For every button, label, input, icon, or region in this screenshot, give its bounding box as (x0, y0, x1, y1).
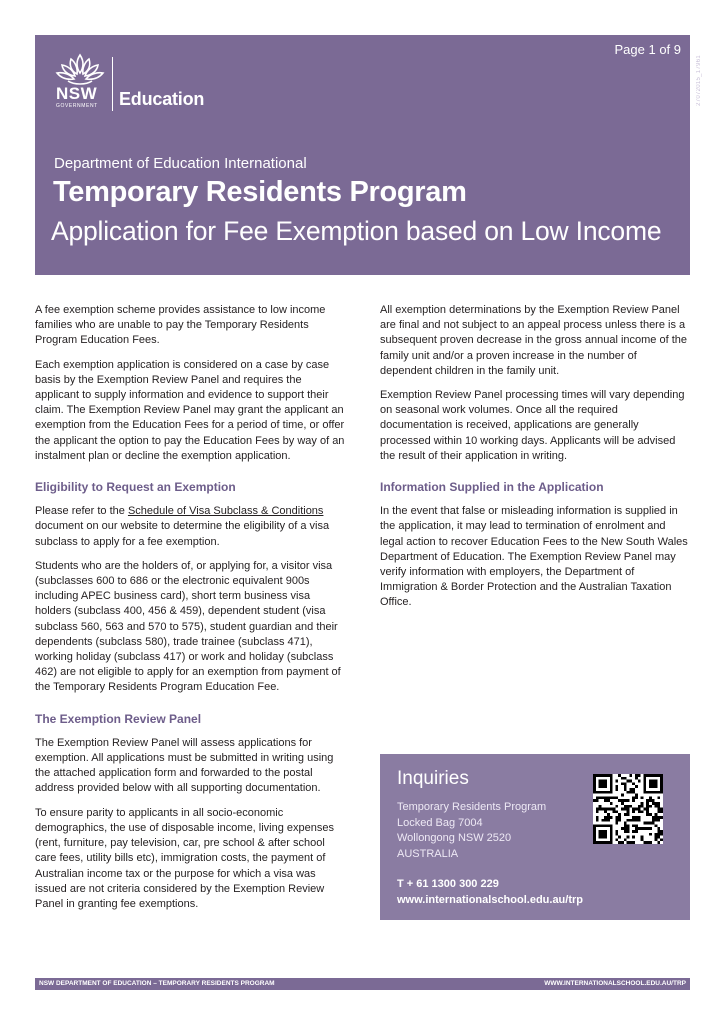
eligibility-paragraph (35, 504, 347, 550)
logo-divider (112, 57, 113, 111)
address-line: Temporary Residents Program (397, 801, 547, 813)
visa-schedule-link[interactable]: Schedule of Visa Subclass & Conditions (127, 505, 324, 518)
intro-paragraph: A fee exemption scheme provides assistance to low income families who are unable to pay the Temporary Residents Program Education Fees. (35, 304, 326, 347)
logo-education-text: Education (119, 89, 205, 109)
eligibility-text-before: Please refer to the (35, 505, 128, 518)
address-line: Wollongong NSW 2520 (397, 832, 512, 844)
footer-bar (35, 978, 690, 990)
qr-code-icon[interactable] (593, 774, 663, 844)
processing-times-paragraph: Exemption Review Panel processing times will vary depending on seasonal work volumes. Once all the required documentation is received, applications are generally processed within 10 working days. Applicants will be advised the result of their application in writing. (380, 389, 685, 462)
department-name: Department of Education International (54, 155, 307, 172)
address-line: AUSTRALIA (397, 847, 459, 860)
footer-left-text: NSW DEPARTMENT OF EDUCATION – TEMPORARY RESIDENTS PROGRAM (39, 980, 275, 987)
inquiries-phone: T + 61 1300 300 229 (397, 878, 499, 890)
inquiries-title: Inquiries (397, 768, 469, 789)
logo-government-text: GOVERNMENT (56, 103, 98, 109)
determinations-paragraph: All exemption determinations by the Exemption Review Panel are final and not subject to an appeal process unless there is a subsequent proven decrease in the gross annual income of the family unit and/or a proven increase in the number of dependent children in the family unit. (380, 304, 687, 377)
case-basis-paragraph: Each exemption application is considered on a case by case basis by the Exemption Review Panel and requires the applicant to supply information and evidence to support their claim. The Exemption Review Panel may grant the applicant an exemption from the Education Fees for a period of time, or offer the applicant the option to pay the Education Fees by way of an instalment plan or decline the exemption application. (35, 358, 345, 462)
inquiries-address (397, 800, 546, 862)
false-information-paragraph: In the event that false or misleading information is supplied in the application, it may lead to termination of enrolment and legal action to recover Education Fees to the New South Wales Department of Education. The Exemption Review Panel may verify information with employers, the Department of Immigration & Border Protection and the Australian Taxation Office. (380, 505, 688, 609)
page-subtitle: Application for Fee Exemption based on Low Income (51, 216, 662, 246)
footer-right-link[interactable]: WWW.INTERNATIONALSCHOOL.EDU.AU/TRP (544, 980, 686, 987)
inquiries-box (380, 754, 690, 920)
eligibility-heading: Eligibility to Request an Exemption (35, 480, 236, 495)
right-column (380, 303, 690, 620)
nsw-education-logo (54, 51, 244, 111)
review-panel-paragraph: The Exemption Review Panel will assess applications for exemption. All applications must be submitted in writing using the attached application form and forwarded to the postal address provided below with all supporting documentation. (35, 736, 334, 795)
page-title: Temporary Residents Program (53, 176, 467, 208)
parity-paragraph: To ensure parity to applicants in all socio-economic demographics, the use of disposable income, living expenses (rent, furniture, pay television, car, pre school & after school care fees, utility bills etc), immigration costs, the payment of Australian income tax or the purpose for which a visa was issued are not criteria considered by the Exemption Review Panel in granting fee exemptions. (35, 806, 335, 910)
header-banner (35, 35, 702, 275)
document-code: 27072015_17961 (696, 55, 702, 106)
information-heading: Information Supplied in the Application (380, 480, 604, 495)
inquiries-website-link[interactable]: www.internationalschool.edu.au/trp (397, 894, 583, 906)
ineligible-visas-paragraph: Students who are the holders of, or applying for, a visitor visa (subclasses 600 to 686 or the electronic equivalent 900s including APEC business card), short term business visa holders (subclass 400, 456 & 459), dependent student (visa subclass 560, 563 and 570 to 575), student guardian and their dependents (subclass 580), trade trainee (subclass 471), working holiday (subclass 417) or work and holiday (subclass 462) are not eligible to apply for an exemption from payment of the Temporary Residents Program Education Fee. (35, 559, 341, 694)
eligibility-text-after: document on our website to determine the eligibility of a visa subclass to apply for a fee exemption. (35, 520, 330, 548)
waratah-logo-icon (54, 51, 106, 87)
logo-nsw-text: NSW (56, 84, 98, 103)
page-number: Page 1 of 9 (614, 42, 681, 57)
left-column (35, 303, 347, 921)
address-line: Locked Bag 7004 (397, 816, 483, 829)
review-panel-heading: The Exemption Review Panel (35, 711, 202, 726)
